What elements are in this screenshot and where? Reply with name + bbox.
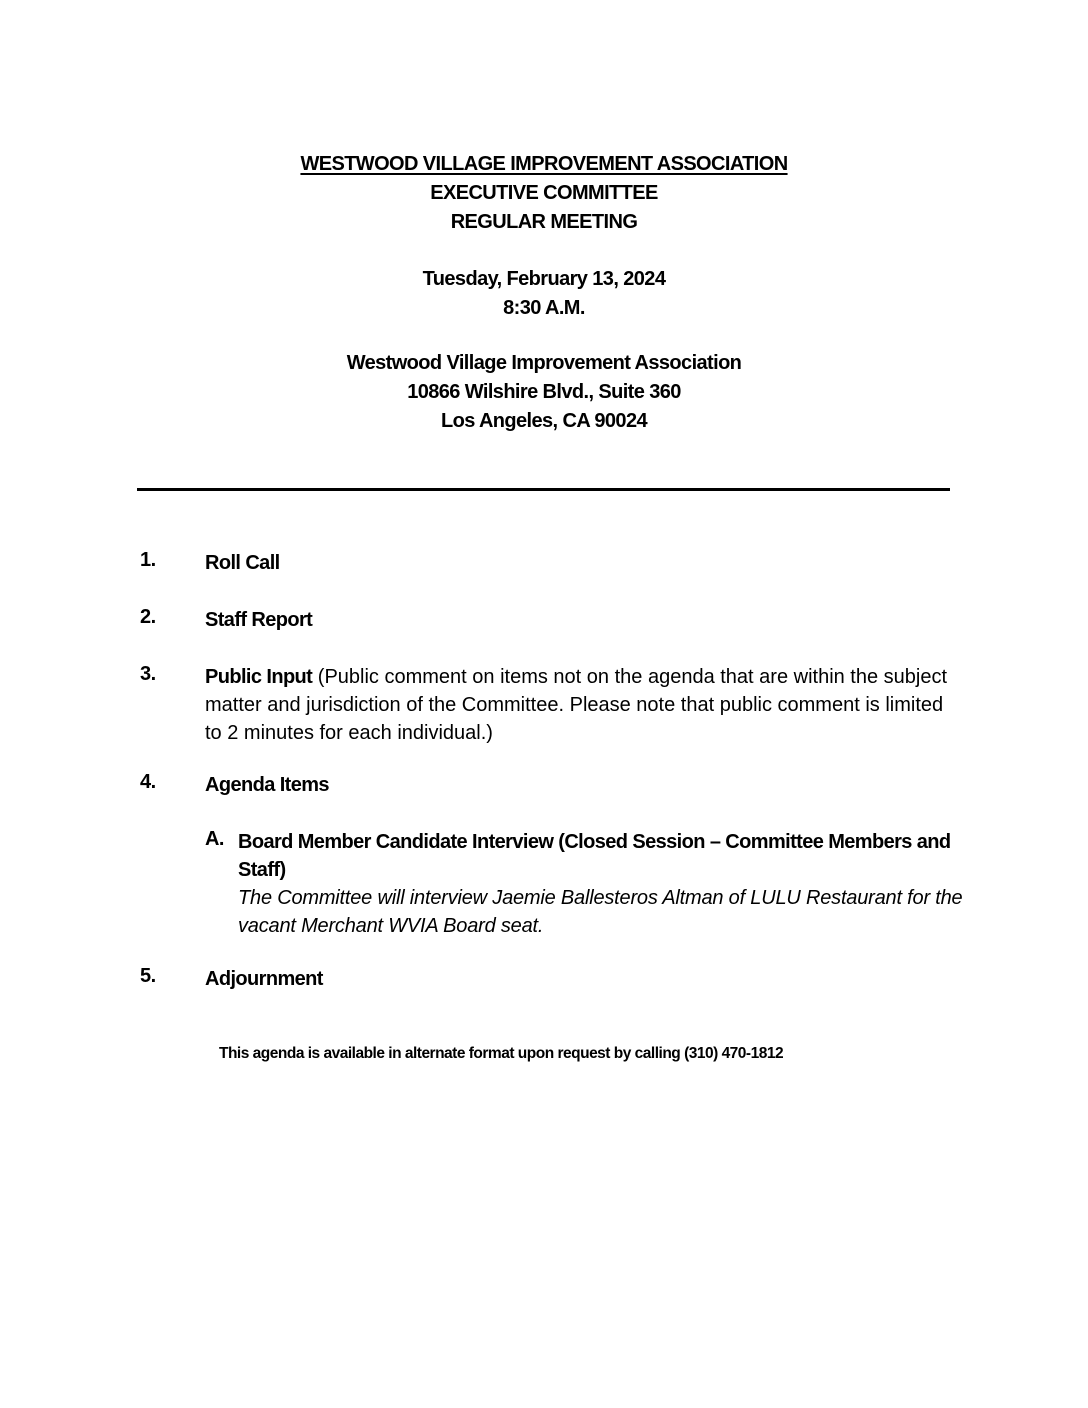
- meeting-datetime: [0, 265, 1088, 323]
- org-name: WESTWOOD VILLAGE IMPROVEMENT ASSOCIATION: [300, 153, 788, 175]
- item-detail: (Public comment on items not on the agenda that are within the subject matter and jurisdiction of the Committee. Please note that public comment is limited to 2 minutes for each individual.): [205, 666, 948, 744]
- meeting-time: 8:30 A.M.: [503, 297, 585, 319]
- subitem-letter: A.: [205, 828, 224, 850]
- item-number: 1.: [140, 549, 156, 571]
- location-city: Los Angeles, CA 90024: [440, 410, 647, 432]
- subitem-title: Board Member Candidate Interview (Closed Session – Committee Members and Staff): [238, 831, 951, 881]
- item-number: 3.: [140, 663, 156, 685]
- committee-name: EXECUTIVE COMMITTEE: [430, 182, 658, 204]
- meeting-location: [0, 349, 1088, 436]
- item-title: Roll Call: [205, 552, 280, 574]
- subitem-body: [238, 828, 968, 940]
- item-title: Staff Report: [205, 609, 313, 631]
- item-title: Adjournment: [205, 968, 323, 990]
- meeting-header: [0, 150, 1088, 237]
- meeting-type: REGULAR MEETING: [450, 211, 638, 233]
- item-body: [205, 663, 965, 747]
- location-name: Westwood Village Improvement Association: [346, 352, 742, 374]
- item-number: 2.: [140, 606, 156, 628]
- item-title: Agenda Items: [205, 774, 329, 796]
- meeting-date: Tuesday, February 13, 2024: [422, 268, 666, 290]
- divider: [137, 488, 950, 491]
- accessibility-note: This agenda is available in alternate format upon request by calling (310) 470-1812: [219, 1045, 784, 1062]
- item-number: 5.: [140, 965, 156, 987]
- item-number: 4.: [140, 771, 156, 793]
- subitem-description: The Committee will interview Jaemie Ballesteros Altman of LULU Restaurant for the vacant Merchant WVIA Board seat.: [238, 887, 963, 937]
- item-title: Public Input: [205, 666, 313, 688]
- location-street: 10866 Wilshire Blvd., Suite 360: [407, 381, 681, 403]
